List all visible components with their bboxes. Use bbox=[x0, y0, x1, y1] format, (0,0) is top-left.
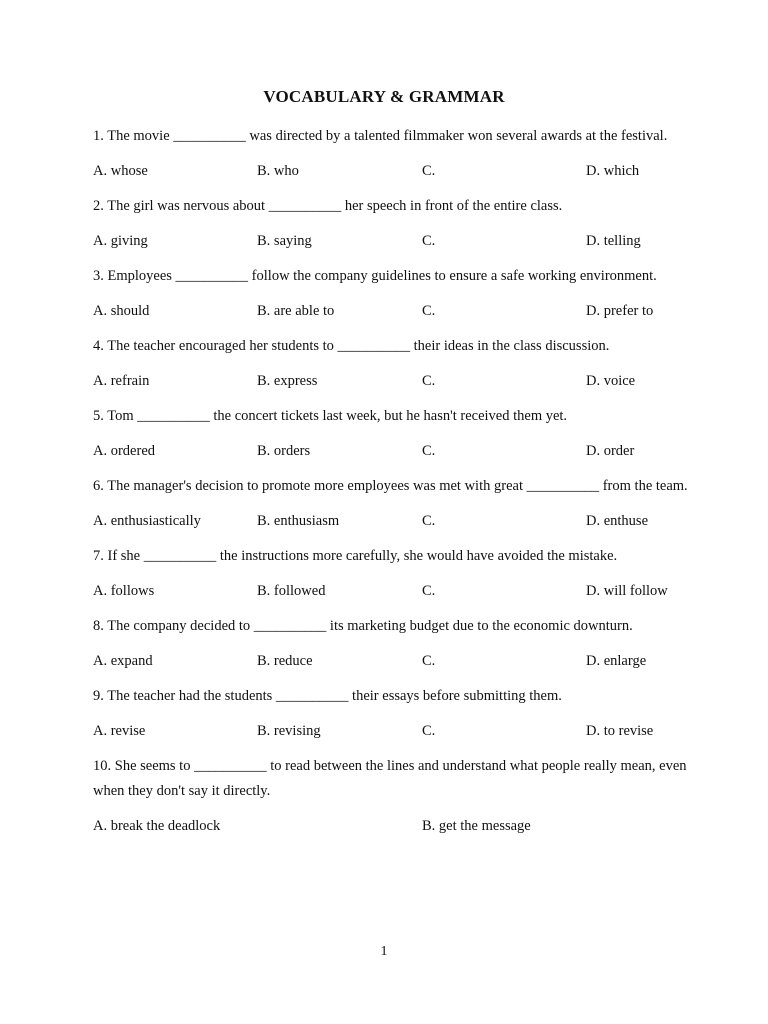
question-10: 10. She seems to __________ to read between the lines and understand what people really mean, even when they don't say it directly. bbox=[93, 758, 687, 799]
question-3: 3. Employees __________ follow the company guidelines to ensure a safe working environment. bbox=[93, 268, 657, 284]
option-a: A. enthusiastically bbox=[93, 513, 201, 529]
option-b: B. reduce bbox=[257, 653, 313, 669]
option-a: A. expand bbox=[93, 653, 153, 669]
question-4: 4. The teacher encouraged her students to __________ their ideas in the class discussion. bbox=[93, 338, 610, 354]
options-2 bbox=[93, 229, 688, 254]
option-a: A. ordered bbox=[93, 443, 156, 459]
option-c: C. bbox=[422, 233, 436, 249]
option-d: D. order bbox=[586, 443, 635, 459]
option-d: D. prefer to bbox=[586, 303, 654, 319]
option-d: D. enthuse bbox=[586, 513, 649, 529]
option-d: D. which bbox=[586, 163, 640, 179]
option-c: C. bbox=[422, 373, 436, 389]
options-3 bbox=[93, 299, 688, 324]
option-a: A. should bbox=[93, 303, 150, 319]
option-c: C. bbox=[422, 303, 436, 319]
option-a: A. revise bbox=[93, 723, 146, 739]
option-c: C. bbox=[422, 163, 436, 179]
options-9 bbox=[93, 719, 688, 744]
options-6 bbox=[93, 509, 688, 534]
option-a: A. refrain bbox=[93, 373, 150, 389]
options-1 bbox=[93, 159, 688, 184]
option-b: B. orders bbox=[257, 443, 311, 459]
option-c: C. bbox=[422, 583, 436, 599]
question-7: 7. If she __________ the instructions more carefully, she would have avoided the mistake. bbox=[93, 548, 618, 564]
option-a: A. break the deadlock bbox=[93, 818, 221, 834]
question-8: 8. The company decided to __________ its marketing budget due to the economic downturn. bbox=[93, 618, 633, 634]
question-9: 9. The teacher had the students __________ their essays before submitting them. bbox=[93, 688, 562, 704]
page-title: VOCABULARY & GRAMMAR bbox=[263, 87, 505, 106]
options-5 bbox=[93, 439, 688, 464]
question-1: 1. The movie __________ was directed by a talented filmmaker won several awards at the festival. bbox=[93, 128, 668, 144]
option-b: B. who bbox=[257, 163, 299, 179]
options-8 bbox=[93, 649, 688, 674]
option-a: A. follows bbox=[93, 583, 155, 599]
question-list bbox=[93, 124, 688, 849]
option-c: C. bbox=[422, 653, 436, 669]
option-d: D. voice bbox=[586, 373, 636, 389]
option-c: C. bbox=[422, 513, 436, 529]
option-b: B. enthusiasm bbox=[257, 513, 340, 529]
options-7 bbox=[93, 579, 688, 604]
option-c: C. bbox=[422, 443, 436, 459]
option-b: B. express bbox=[257, 373, 318, 389]
option-d: D. enlarge bbox=[586, 653, 647, 669]
options-4 bbox=[93, 369, 688, 394]
question-2: 2. The girl was nervous about __________ her speech in front of the entire class. bbox=[93, 198, 563, 214]
question-5: 5. Tom __________ the concert tickets last week, but he hasn't received them yet. bbox=[93, 408, 568, 424]
option-b: B. revising bbox=[257, 723, 321, 739]
options-10 bbox=[93, 814, 688, 839]
option-c: C. bbox=[422, 723, 436, 739]
option-b: B. saying bbox=[257, 233, 312, 249]
option-a: A. giving bbox=[93, 233, 148, 249]
option-d: D. to revise bbox=[586, 723, 654, 739]
option-d: D. telling bbox=[586, 233, 641, 249]
option-b: B. followed bbox=[257, 583, 326, 599]
page-number: 1 bbox=[380, 944, 388, 959]
question-6: 6. The manager's decision to promote more employees was met with great __________ from the team. bbox=[93, 478, 688, 494]
option-b: B. are able to bbox=[257, 303, 335, 319]
option-d: D. will follow bbox=[586, 583, 668, 599]
option-a: A. whose bbox=[93, 163, 148, 179]
option-b: B. get the message bbox=[422, 818, 531, 834]
